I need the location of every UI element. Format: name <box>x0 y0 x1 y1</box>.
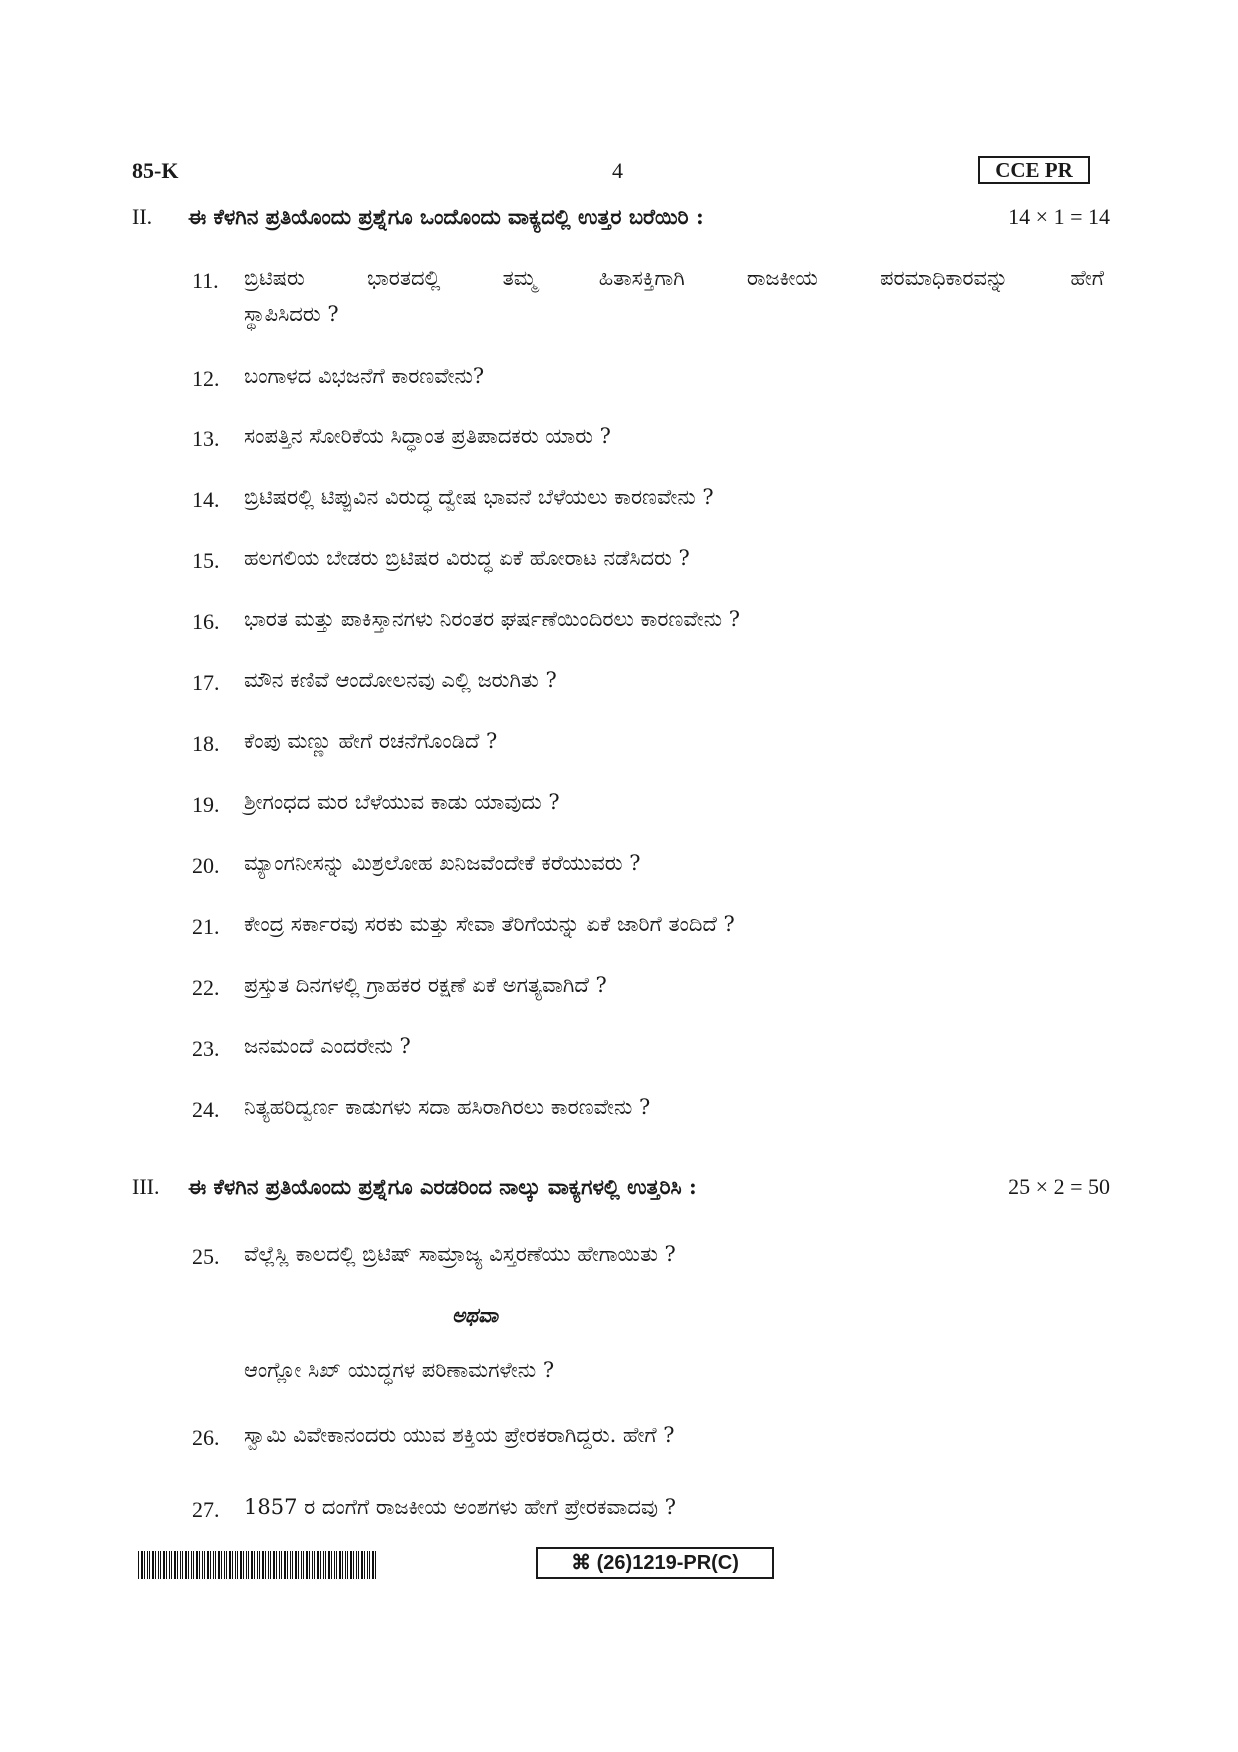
question-text: ಬ್ರಿಟಿಷರಲ್ಲಿ ಟಿಪ್ಪುವಿನ ವಿರುದ್ಧ ದ್ವೇಷ ಭಾವನೆ ಬೆಳೆಯಲು ಕಾರಣವೇನು ? <box>244 485 714 509</box>
question-text: ವೆಲ್ಲೆಸ್ಲಿ ಕಾಲದಲ್ಲಿ ಬ್ರಿಟಿಷ್ ಸಾಮ್ರಾಜ್ಯ ವಿಸ್ತರಣೆಯು ಹೇಗಾಯಿತು ? <box>244 1242 676 1266</box>
question-alternative-text: ಆಂಗ್ಲೋ ಸಿಖ್ ಯುದ್ಧಗಳ ಪರಿಣಾಮಗಳೇನು ? <box>244 1358 555 1382</box>
question-number: 25. <box>192 1244 220 1269</box>
question-text: ಹಲಗಲಿಯ ಬೇಡರು ಬ್ರಿಟಿಷರ ವಿರುದ್ಧ ಏಕೆ ಹೋರಾಟ ನಡೆಸಿದರು ? <box>244 546 690 570</box>
question-number: 15. <box>192 548 220 573</box>
question-text: ನಿತ್ಯಹರಿದ್ವರ್ಣ ಕಾಡುಗಳು ಸದಾ ಹಸಿರಾಗಿರಲು ಕಾರಣವೇನು ? <box>244 1095 651 1119</box>
question-number: 13. <box>192 426 220 451</box>
question-text: ಸ್ವಾಮಿ ವಿವೇಕಾನಂದರು ಯುವ ಶಕ್ತಿಯ ಪ್ರೇರಕರಾಗಿದ್ದರು. ಹೇಗೆ ? <box>244 1423 675 1447</box>
or-label: ಅಥವಾ <box>452 1303 498 1327</box>
section-number: II. <box>132 204 153 229</box>
question-number: 12. <box>192 366 220 391</box>
section-marks: 25 × 2 = 50 <box>1008 1174 1110 1199</box>
question-text: ಕೆಂಪು ಮಣ್ಣು ಹೇಗೆ ರಚನೆಗೊಂಡಿದೆ ? <box>244 729 498 753</box>
paper-code: 85-K <box>132 158 179 183</box>
section-marks: 14 × 1 = 14 <box>1008 204 1110 229</box>
question-number: 19. <box>192 792 220 817</box>
section-number: III. <box>132 1174 160 1199</box>
question-number: 18. <box>192 731 220 756</box>
question-text: ಕೇಂದ್ರ ಸರ್ಕಾರವು ಸರಕು ಮತ್ತು ಸೇವಾ ತೆರಿಗೆಯನ್ನು ಏಕೆ ಜಾರಿಗೆ ತಂದಿದೆ ? <box>244 912 735 936</box>
question-text: ಬ್ರಿಟಿಷರು ಭಾರತದಲ್ಲಿ ತಮ್ಮ ಹಿತಾಸಕ್ತಿಗಾಗಿ ರಾಜಕೀಯ ಪರಮಾಧಿಕಾರವನ್ನು ಹೇಗೆ <box>244 266 1104 290</box>
footer-paper-code: ⌘ (26)1219-PR(C) <box>536 1547 774 1579</box>
question-number: 26. <box>192 1425 220 1450</box>
question-text: ಶ್ರೀಗಂಧದ ಮರ ಬೆಳೆಯುವ ಕಾಡು ಯಾವುದು ? <box>244 790 560 814</box>
question-number: 22. <box>192 975 220 1000</box>
question-text: ಜನಮಂದೆ ಎಂದರೇನು ? <box>244 1034 411 1058</box>
question-number: 16. <box>192 609 220 634</box>
question-number: 21. <box>192 914 220 939</box>
question-text: ಪ್ರಸ್ತುತ ದಿನಗಳಲ್ಲಿ ಗ್ರಾಹಕರ ರಕ್ಷಣೆ ಏಕೆ ಅಗತ್ಯವಾಗಿದೆ ? <box>244 973 607 997</box>
question-text: 1857 ರ ದಂಗೆಗೆ ರಾಜಕೀಯ ಅಂಶಗಳು ಹೇಗೆ ಪ್ರೇರಕವಾದವು ? <box>244 1495 676 1519</box>
question-text: ಸಂಪತ್ತಿನ ಸೋರಿಕೆಯ ಸಿದ್ಧಾಂತ ಪ್ರತಿಪಾದಕರು ಯಾರು ? <box>244 424 611 448</box>
question-text-continued: ಸ್ಥಾಪಿಸಿದರು ? <box>244 302 339 326</box>
section-instruction: ಈ ಕೆಳಗಿನ ಪ್ರತಿಯೊಂದು ಪ್ರಶ್ನೆಗೂ ಎರಡರಿಂದ ನಾಲ್ಕು ವಾಕ್ಯಗಳಲ್ಲಿ ಉತ್ತರಿಸಿ : <box>188 1174 697 1199</box>
question-number: 17. <box>192 670 220 695</box>
page-number: 4 <box>612 158 623 183</box>
question-number: 14. <box>192 487 220 512</box>
question-number: 11. <box>192 268 219 293</box>
question-text: ಭಾರತ ಮತ್ತು ಪಾಕಿಸ್ತಾನಗಳು ನಿರಂತರ ಘರ್ಷಣೆಯಿಂದಿರಲು ಕಾರಣವೇನು ? <box>244 607 740 631</box>
question-text: ಬಂಗಾಳದ ವಿಭಜನೆಗೆ ಕಾರಣವೇನು? <box>244 364 485 388</box>
paper-type-badge: CCE PR <box>978 156 1090 184</box>
question-number: 24. <box>192 1097 220 1122</box>
section-instruction: ಈ ಕೆಳಗಿನ ಪ್ರತಿಯೊಂದು ಪ್ರಶ್ನೆಗೂ ಒಂದೊಂದು ವಾಕ್ಯದಲ್ಲಿ ಉತ್ತರ ಬರೆಯಿರಿ : <box>188 204 704 229</box>
question-text: ಮೌನ ಕಣಿವೆ ಆಂದೋಲನವು ಎಲ್ಲಿ ಜರುಗಿತು ? <box>244 668 557 692</box>
question-number: 27. <box>192 1497 220 1522</box>
question-number: 20. <box>192 853 220 878</box>
barcode <box>138 1551 378 1579</box>
question-text: ಮ್ಯಾಂಗನೀಸನ್ನು ಮಿಶ್ರಲೋಹ ಖನಿಜವೆಂದೇಕೆ ಕರೆಯುವರು ? <box>244 851 641 875</box>
question-number: 23. <box>192 1036 220 1061</box>
